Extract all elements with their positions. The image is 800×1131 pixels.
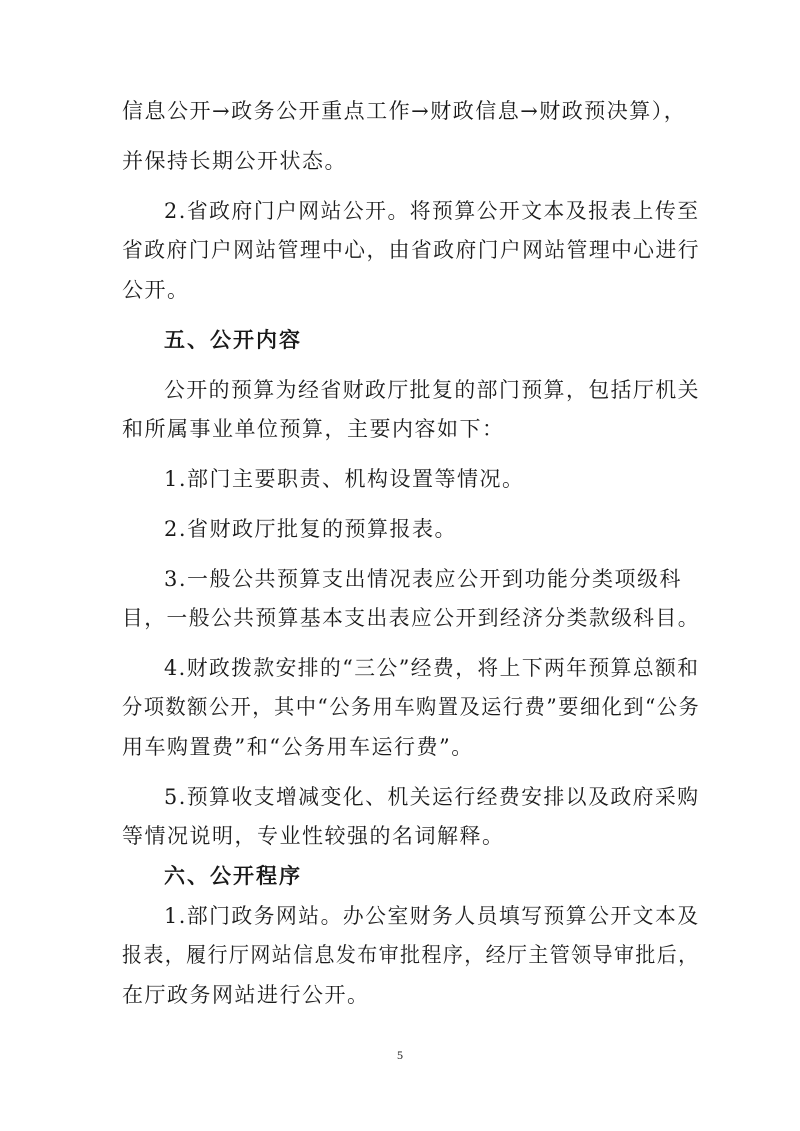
text-line-3: 2.省政府门户网站公开。将预算公开文本及报表上传至 — [164, 199, 700, 223]
text-line-2: 并保持长期公开状态。 — [122, 149, 347, 173]
text-line-20: 报表，履行厅网站信息发布审批程序，经厅主管领导审批后， — [122, 943, 700, 967]
page-number: 5 — [397, 1048, 403, 1062]
text-line-13: 4.财政拨款安排的“三公”经费，将上下两年预算总额和 — [164, 656, 700, 680]
section-heading-6: 六、公开程序 — [164, 863, 302, 888]
text-line-12: 目，一般公共预算基本支出表应公开到经济分类款级科目。 — [122, 606, 700, 630]
text-line-15: 用车购置费”和“公务用车运行费”。 — [122, 735, 474, 759]
section-heading-5: 五、公开内容 — [164, 327, 302, 352]
text-line-19: 1.部门政务网站。办公室财务人员填写预算公开文本及 — [164, 904, 700, 928]
text-line-10: 2.省财政厅批复的预算报表。 — [164, 517, 458, 541]
text-line-8: 和所属事业单位预算，主要内容如下： — [122, 417, 505, 441]
text-line-21: 在厅政务网站进行公开。 — [122, 983, 370, 1007]
text-line-14: 分项数额公开，其中“公务用车购置及运行费”要细化到“公务 — [122, 695, 701, 719]
text-line-17: 等情况说明，专业性较强的名词解释。 — [122, 824, 505, 848]
text-line-4: 省政府门户网站管理中心，由省政府门户网站管理中心进行 — [122, 238, 700, 262]
text-line-9: 1.部门主要职责、机构设置等情况。 — [164, 467, 525, 491]
text-line-7: 公开的预算为经省财政厅批复的部门预算，包括厅机关 — [164, 378, 700, 402]
text-line-1: 信息公开→政务公开重点工作→财政信息→财政预决算）， — [122, 99, 687, 123]
text-line-16: 5.预算收支增减变化、机关运行经费安排以及政府采购 — [164, 785, 700, 809]
text-line-11: 3.一般公共预算支出情况表应公开到功能分类项级科 — [164, 567, 683, 591]
text-line-5: 公开。 — [122, 278, 190, 302]
